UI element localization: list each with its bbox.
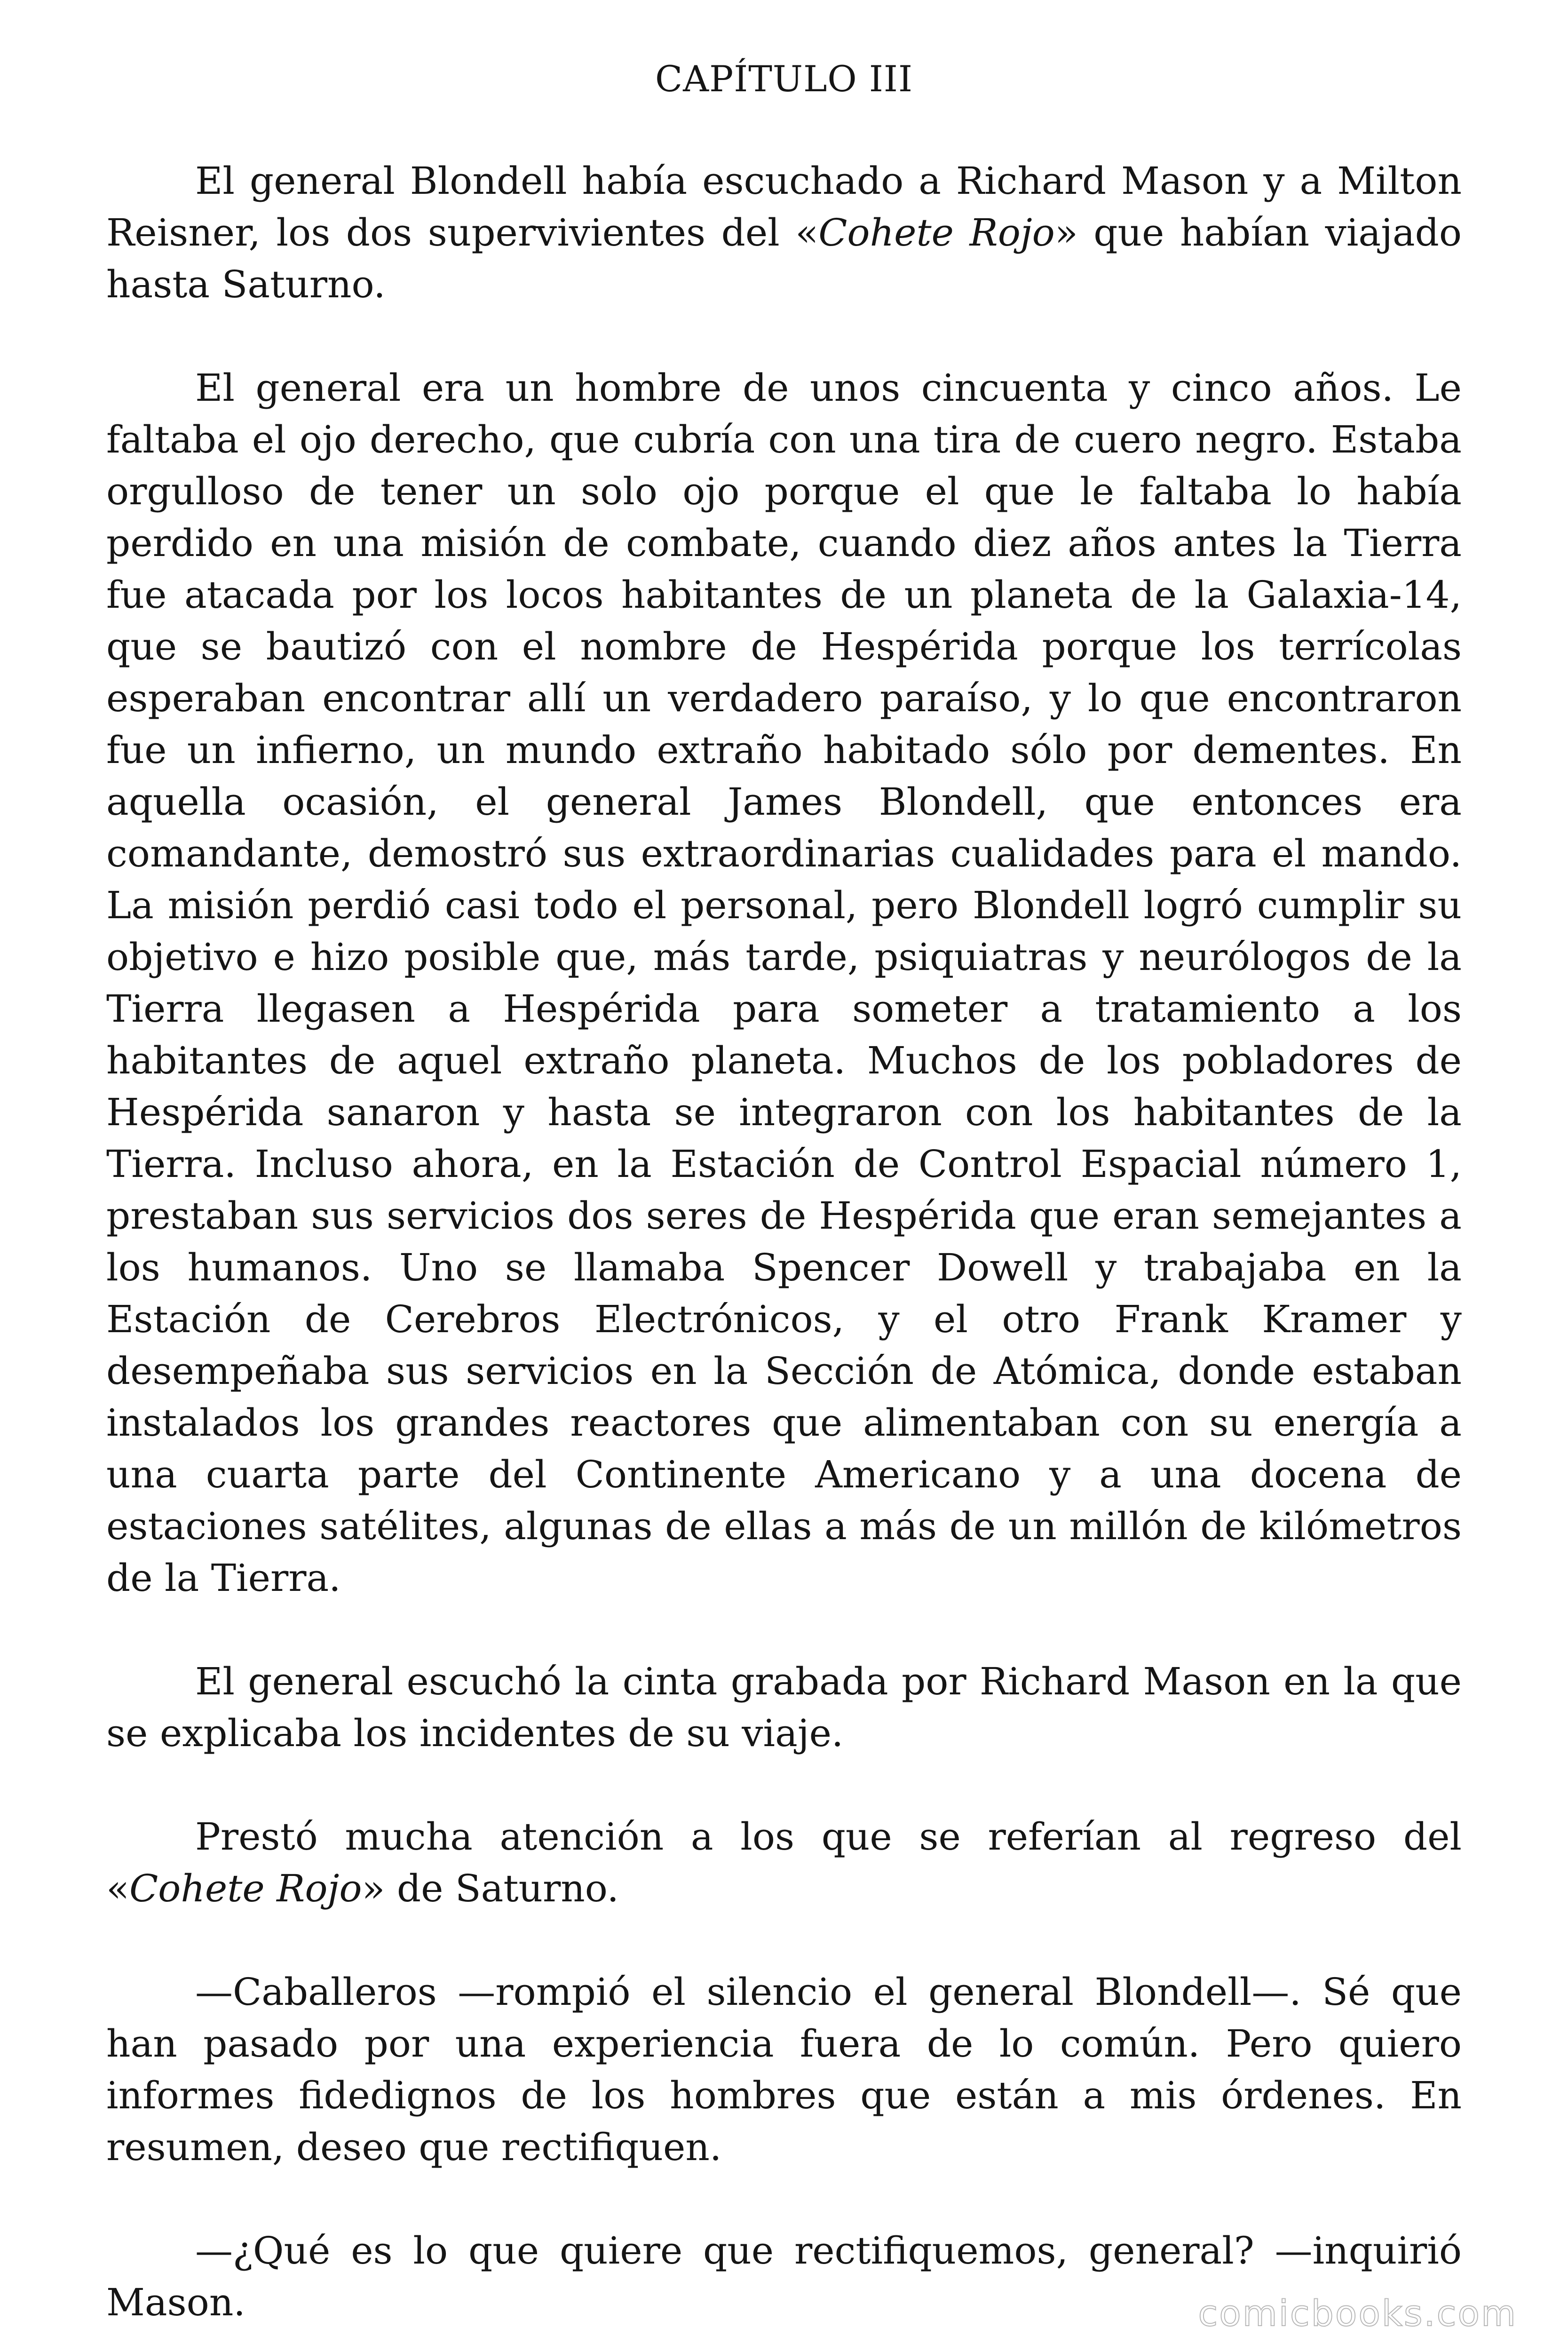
paragraph-text: El general Blondell había escuchado a Richard Mason y a Milton Reisner, los dos supervivientes del « — [106, 159, 1462, 254]
watermark: comicbooks.com — [1198, 2292, 1517, 2334]
paragraph-text: El general escuchó la cinta grabada por Richard Mason en la que se explicaba los incidentes de su viaje. — [106, 1660, 1462, 1755]
paragraph — [106, 1656, 1462, 1759]
paragraph — [106, 1966, 1462, 2173]
chapter-body — [106, 155, 1462, 2352]
paragraph — [106, 1811, 1462, 1915]
paragraph-text: —¿Qué es lo que quiere que rectifiquemos, general? —inquirió Mason. — [106, 2229, 1462, 2324]
paragraph-text: El general era un hombre de unos cincuenta y cinco años. Le faltaba el ojo derecho, que cubría con una tira de cuero negro. Estaba orgulloso de tener un solo ojo porque el que le faltaba lo había perdido en una misión de combate, cuando diez años antes la Tierra fue atacada por los locos habitantes de un planeta de la Galaxia-14, que se bautizó con el nombre de Hespérida porque los terrícolas esperaban encontrar allí un verdadero paraíso, y lo que encontraron fue un infierno, un mundo extraño habitado sólo por dementes. En aquella ocasión, el general James Blondell, que entonces era comandante, demostró sus extraordinarias cualidades para el mando. La misión perdió casi todo el personal, pero Blondell logró cumplir su objetivo e hizo posible que, más tarde, psiquiatras y neurólogos de la Tierra llegasen a Hespérida para someter a tratamiento a los habitantes de aquel extraño planeta. Muchos de los pobladores de Hespérida sanaron y hasta se integraron con los habitantes de la Tierra. Incluso ahora, en la Estación de Control Espacial número 1, prestaban sus servicios dos seres de Hespérida que eran semejantes a los humanos. Uno se llamaba Spencer Dowell y trabajaba en la Estación de Cerebros Electrónicos, y el otro Frank Kramer y desempeñaba sus servicios en la Sección de Atómica, donde estaban instalados los grandes reactores que alimentaban con su energía a una cuarta parte del Continente Americano y a una docena de estaciones satélites, algunas de ellas a más de un millón de kilómetros de la Tierra. — [106, 366, 1462, 1600]
paragraph-text: » de Saturno. — [362, 1867, 619, 1910]
chapter-title: CAPÍTULO III — [655, 58, 913, 100]
paragraph-text: Prestó mucha atención a los que se referían al regreso del « — [106, 1815, 1462, 1910]
paragraph — [106, 155, 1462, 310]
paragraph — [106, 362, 1462, 1604]
ship-name: Cohete Rojo — [818, 211, 1055, 254]
ship-name: Cohete Rojo — [129, 1867, 362, 1910]
paragraph-text: » que habían viajado hasta Saturno. — [106, 211, 1462, 306]
paragraph-text: —Caballeros —rompió el silencio el general Blondell—. Sé que han pasado por una experiencia fuera de lo común. Pero quiero informes fidedignos de los hombres que están a mis órdenes. En resumen, deseo que rectifiquen. — [106, 1970, 1462, 2169]
